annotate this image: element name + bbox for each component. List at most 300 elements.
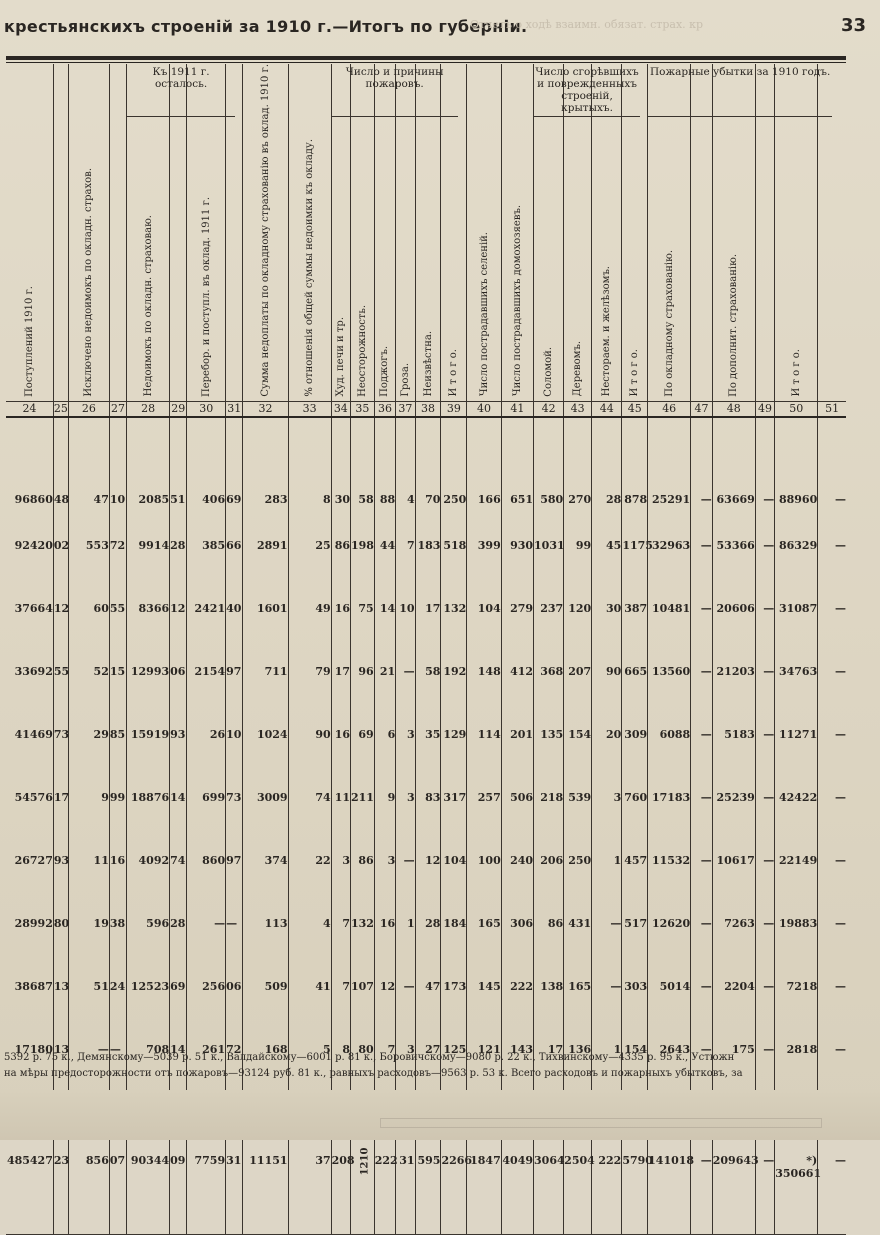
table-cell: 218 <box>534 766 564 829</box>
table-cell: — <box>818 892 846 955</box>
table-cell: 32963 <box>648 514 691 577</box>
table-row <box>6 955 846 1018</box>
table-cell: 5790 <box>622 1144 648 1235</box>
table-cell: 06 <box>170 640 187 703</box>
table-cell: 580 <box>534 417 564 514</box>
page-header <box>0 0 880 50</box>
column-number: 45 <box>622 401 648 417</box>
column-number: 34 <box>331 401 350 417</box>
table-cell: 6 <box>374 703 396 766</box>
column-label: По дополнит. страхованію. <box>728 253 740 397</box>
table-cell: 83 <box>415 766 441 829</box>
table-cell: 22149 <box>775 829 818 892</box>
table-cell: 457 <box>622 829 648 892</box>
table-cell: 12 <box>170 577 187 640</box>
table-cell: 7263 <box>712 892 755 955</box>
table-cell: 14 <box>170 766 187 829</box>
table-cell: *) 350661 <box>775 1144 818 1235</box>
table-cell: 261 <box>187 1018 226 1081</box>
column-header <box>592 64 622 401</box>
table-cell: — <box>818 766 846 829</box>
table-cell: 31 <box>396 1144 415 1235</box>
column-header <box>691 64 713 401</box>
table-cell: — <box>818 829 846 892</box>
table-cell: 22 <box>288 829 331 892</box>
column-number: 48 <box>712 401 755 417</box>
column-label: Неосторожность. <box>356 304 368 397</box>
column-number: 46 <box>648 401 691 417</box>
column-header <box>622 64 648 401</box>
table-cell: 63669 <box>712 417 755 514</box>
table-cell: 19883 <box>775 892 818 955</box>
table-cell: 72 <box>226 1018 243 1081</box>
table-cell: — <box>691 955 713 1018</box>
table-cell: 2504 <box>564 1144 592 1235</box>
column-number: 32 <box>243 401 288 417</box>
table-cell: 26 <box>187 703 226 766</box>
column-header <box>755 64 774 401</box>
table-cell: 708 <box>127 1018 170 1081</box>
table-cell: 54576 <box>14 790 53 804</box>
table-cell: 201 <box>501 703 533 766</box>
table-cell: 30 <box>592 577 622 640</box>
table-cell: — <box>226 892 243 955</box>
table-cell: 38687 <box>14 979 53 993</box>
table-cell: 1601 <box>243 577 288 640</box>
table-cell: 13 <box>53 1018 68 1081</box>
column-label: Недоимокъ по окладн. страховаю. <box>142 215 154 397</box>
table-cell: 47 <box>415 955 441 1018</box>
column-number: 51 <box>818 401 846 417</box>
table-cell: 129 <box>441 703 467 766</box>
table-cell: 2421 <box>187 577 226 640</box>
column-label: % отношенія общей суммы недоимки къ окладу. <box>304 138 316 397</box>
column-number: 36 <box>374 401 396 417</box>
column-header <box>415 64 441 401</box>
table-cell: 10617 <box>712 829 755 892</box>
table-cell: 7218 <box>775 955 818 1018</box>
table-cell: 14 <box>170 1018 187 1081</box>
table-cell: 97 <box>226 829 243 892</box>
column-number: 50 <box>775 401 818 417</box>
table-cell: 303 <box>622 955 648 1018</box>
column-header <box>243 64 288 401</box>
table-cell: 385 <box>187 514 226 577</box>
total-row <box>6 1144 846 1235</box>
table-cell: 2266 <box>441 1144 467 1235</box>
table-cell: 6088 <box>648 703 691 766</box>
table-cell: 14 <box>374 577 396 640</box>
table-cell: — <box>691 417 713 514</box>
table-cell: 06 <box>226 955 243 1018</box>
table-cell: 21 <box>374 640 396 703</box>
table-cell: 88960 <box>775 417 818 514</box>
table-cell: 3 <box>331 829 350 892</box>
table-cell: 104 <box>467 577 501 640</box>
table-cell: 250 <box>441 417 467 514</box>
table-cell: 132 <box>441 577 467 640</box>
table-cell: 374 <box>243 829 288 892</box>
table-cell: 30 <box>331 417 350 514</box>
rotated-value: 1210 <box>359 1147 371 1176</box>
table-cell: — <box>818 703 846 766</box>
table-cell: 48 <box>53 417 68 514</box>
table-cell: 518 <box>441 514 467 577</box>
column-number: 29 <box>171 402 186 416</box>
table-cell: — <box>755 766 774 829</box>
table-cell: 135 <box>534 703 564 766</box>
column-header <box>441 64 467 401</box>
table-cell: 595 <box>415 1144 441 1235</box>
table-cell: 132 <box>351 892 375 955</box>
column-number-row <box>6 401 846 417</box>
table-cell: 250 <box>564 829 592 892</box>
table-cell: 96 <box>351 640 375 703</box>
column-header <box>501 64 533 401</box>
table-cell: 80 <box>53 892 68 955</box>
table-cell: — <box>691 829 713 892</box>
table-cell: 711 <box>243 640 288 703</box>
table-cell: — <box>818 640 846 703</box>
table-cell: 52 <box>68 640 109 703</box>
table-row <box>6 829 846 892</box>
table-cell: — <box>691 577 713 640</box>
table-cell: 51 <box>170 417 187 514</box>
table-cell: — <box>818 1018 846 1081</box>
table-cell: 125 <box>441 1018 467 1081</box>
table-cell: 406 <box>187 417 226 514</box>
column-number: 33 <box>288 401 331 417</box>
table-cell: 90 <box>592 640 622 703</box>
table-cell: 24 <box>109 955 126 1018</box>
table-cell: 12 <box>415 829 441 892</box>
table-cell: 9 <box>374 766 396 829</box>
column-header <box>467 64 501 401</box>
table-cell: — <box>592 892 622 955</box>
table-cell: — <box>755 1144 774 1235</box>
table-cell: 17 <box>331 640 350 703</box>
table-cell: 49 <box>288 577 331 640</box>
page-number: 33 <box>840 15 866 36</box>
table-cell: 431 <box>564 892 592 955</box>
table-cell: 1 <box>592 1018 622 1081</box>
column-group-label: Число сгорѣвшихъ и поврежденныхъ строеній, крытыхъ. <box>535 66 639 114</box>
column-number: 47 <box>691 401 713 417</box>
table-cell: 29 <box>68 703 109 766</box>
table-cell: 3 <box>592 766 622 829</box>
table-cell: 17 <box>534 1018 564 1081</box>
scan-strip <box>380 1118 822 1128</box>
column-label: Неизвѣстна. <box>422 331 434 397</box>
table-cell: 74 <box>170 829 187 892</box>
table-cell: 97 <box>226 640 243 703</box>
table-cell: 99 <box>109 766 126 829</box>
table-cell: 856 <box>68 1144 109 1235</box>
column-header <box>170 64 187 401</box>
table-cell: 8366 <box>127 577 170 640</box>
table-cell: 69 <box>226 417 243 514</box>
column-header <box>68 64 109 401</box>
table-cell: — <box>755 892 774 955</box>
column-label: Исключено недоимокъ по окладн. страхов. <box>83 167 95 397</box>
table-cell: — <box>691 1018 713 1081</box>
table-cell: 80 <box>351 1018 375 1081</box>
table-cell: 183 <box>415 514 441 577</box>
table-cell: — <box>755 955 774 1018</box>
table-cell: 1175 <box>622 514 648 577</box>
table-cell: 651 <box>501 417 533 514</box>
table-cell: 154 <box>564 703 592 766</box>
table-cell: 55 <box>109 577 126 640</box>
table-cell: — <box>396 829 415 892</box>
column-group-label: Къ 1911 г. осталось. <box>152 66 210 90</box>
table-cell: 209643 <box>712 1144 755 1235</box>
table-cell: 69 <box>170 955 187 1018</box>
table-cell: 35 <box>415 703 441 766</box>
table-cell: 166 <box>467 417 501 514</box>
table-cell: 930 <box>501 514 533 577</box>
top-rule-thick <box>6 56 846 60</box>
table-cell: 45 <box>592 514 622 577</box>
table-cell: 138 <box>534 955 564 1018</box>
table-cell: 33692 <box>14 664 53 678</box>
table-cell: 12 <box>374 955 396 1018</box>
column-number: 49 <box>755 401 774 417</box>
table-cell: — <box>396 955 415 1018</box>
table-cell: 10 <box>396 577 415 640</box>
table-cell: — <box>755 703 774 766</box>
column-header <box>109 64 126 401</box>
table-cell: 93 <box>53 829 68 892</box>
table-cell: 18876 <box>127 766 170 829</box>
table-cell: 2085 <box>127 417 170 514</box>
column-group-label: Пожарные убытки за 1910 годъ. <box>650 66 831 78</box>
table-cell: — <box>691 640 713 703</box>
table-cell: 509 <box>243 955 288 1018</box>
column-header <box>6 64 53 401</box>
table-cell: 31087 <box>775 577 818 640</box>
table-cell: 120 <box>564 577 592 640</box>
table-cell: 02 <box>53 514 68 577</box>
table-cell: 41 <box>288 955 331 1018</box>
table-cell: 208 <box>331 1144 350 1235</box>
table-cell: 10 <box>109 417 126 514</box>
table-cell: 90344 <box>127 1144 170 1235</box>
table-cell: 20606 <box>712 577 755 640</box>
table-cell: 240 <box>501 829 533 892</box>
table-cell: 13 <box>53 955 68 1018</box>
table-row <box>6 766 846 829</box>
table-cell: 16 <box>109 829 126 892</box>
column-number: 44 <box>592 401 622 417</box>
table-row <box>6 703 846 766</box>
table-cell: 7 <box>396 514 415 577</box>
table-cell: — <box>818 1144 846 1235</box>
table-cell: 25 <box>288 514 331 577</box>
table-cell: 12620 <box>648 892 691 955</box>
table-cell: 17 <box>53 766 68 829</box>
table-cell: 55 <box>53 640 68 703</box>
table-cell: 19 <box>68 892 109 955</box>
table-cell: 7 <box>331 955 350 1018</box>
table-cell: 5 <box>288 1018 331 1081</box>
table-cell: 25239 <box>712 766 755 829</box>
table-cell: 121 <box>467 1018 501 1081</box>
table-cell: 70 <box>415 417 441 514</box>
table-cell: 53366 <box>712 514 755 577</box>
table-cell: — <box>755 577 774 640</box>
table-cell: 4 <box>396 417 415 514</box>
column-number: 37 <box>396 401 415 417</box>
table-cell: 28 <box>170 514 187 577</box>
table-cell: — <box>691 766 713 829</box>
table-cell: 3009 <box>243 766 288 829</box>
table-cell: 15 <box>109 640 126 703</box>
table-cell: 11 <box>331 766 350 829</box>
column-group-label: Число и причины пожаровъ. <box>345 66 444 90</box>
top-rule-thin <box>6 62 846 63</box>
table-cell: 2818 <box>775 1018 818 1081</box>
table-cell: 3 <box>374 829 396 892</box>
column-label: Сумма недоплаты по окладному страхованію въ оклад. 1910 г. <box>259 64 271 397</box>
table-cell: 27 <box>415 1018 441 1081</box>
column-header <box>396 64 415 401</box>
table-cell: 104 <box>441 829 467 892</box>
table-cell: 368 <box>534 640 564 703</box>
table-cell: 09 <box>170 1144 187 1235</box>
table-cell: 5183 <box>712 703 755 766</box>
table-cell: 141018 <box>648 1144 691 1235</box>
table-cell: 41469 <box>14 727 53 741</box>
table-cell: 37664 <box>14 601 53 615</box>
table-cell: 1 <box>592 829 622 892</box>
page-title: крестьянскихъ строеній за 1910 г.—Итогъ по губерніи. <box>4 17 528 36</box>
table-cell: 136 <box>564 1018 592 1081</box>
table-cell: 47 <box>68 417 109 514</box>
table-cell: 1024 <box>243 703 288 766</box>
table-cell: — <box>755 1018 774 1081</box>
table-cell: 192 <box>441 640 467 703</box>
table-cell: — <box>691 514 713 577</box>
table-cell: 28 <box>592 417 622 514</box>
column-label: Перебор. и поступл. въ оклад. 1911 г. <box>200 196 212 397</box>
bleed-through-text: Отчетъ о ходѣ взаимн. обязат. страх. кр <box>470 18 704 31</box>
table-cell: 86 <box>351 829 375 892</box>
table-cell: — <box>187 892 226 955</box>
table-cell: 12 <box>53 577 68 640</box>
table-cell: — <box>691 892 713 955</box>
table-cell: 21203 <box>712 640 755 703</box>
table-cell: 154 <box>622 1018 648 1081</box>
column-label: Поджогъ. <box>379 345 391 397</box>
table-cell: 3 <box>396 766 415 829</box>
table-cell: 16 <box>374 892 396 955</box>
table-cell: 8 <box>288 417 331 514</box>
table-cell: 88 <box>374 417 396 514</box>
table-cell: 8 <box>331 1018 350 1081</box>
table-cell: 17180 <box>14 1042 53 1056</box>
footnote-line-1: 5392 р. 75 к., Демянскому—5039 р. 51 к., Валдайскому—6001 р. 81 к., Боровичскому—9080 р. 22 к., Тихвинскому—4335 р. 95 к., Устюжн <box>4 1052 735 1063</box>
column-label: И т о г о. <box>790 349 802 397</box>
column-number: 40 <box>467 401 501 417</box>
table-cell: 399 <box>467 514 501 577</box>
column-number: 41 <box>501 401 533 417</box>
table-cell: 279 <box>501 577 533 640</box>
table-cell: 86 <box>534 892 564 955</box>
column-header <box>288 64 331 401</box>
table-cell: 16 <box>331 703 350 766</box>
column-label: Деревомъ. <box>572 341 584 397</box>
table-cell: 11271 <box>775 703 818 766</box>
table-cell: 100 <box>467 829 501 892</box>
column-header <box>775 64 818 401</box>
table-cell: 93 <box>170 703 187 766</box>
table-cell: — <box>818 514 846 577</box>
table-cell: — <box>68 1018 109 1081</box>
table-cell: 596 <box>127 892 170 955</box>
table-cell: — <box>396 640 415 703</box>
column-number: 31 <box>227 402 242 416</box>
footnote-line-2: на мѣры предосторожности отъ пожаровъ—93124 руб. 81 к., равныхъ расходовъ—9563 р. 53 к. Всего расходовъ и пожарныхъ убытковъ, за <box>4 1068 743 1079</box>
table-cell: 07 <box>109 1144 126 1235</box>
table-cell: 860 <box>187 829 226 892</box>
page-bottom-margin <box>0 1090 880 1140</box>
table-cell: 2204 <box>712 955 755 1018</box>
table-cell: 40 <box>226 577 243 640</box>
table-cell: 165 <box>467 892 501 955</box>
table-cell: 1 <box>396 892 415 955</box>
table-cell: 222 <box>501 955 533 1018</box>
table-cell: 72 <box>109 514 126 577</box>
column-header <box>374 64 396 401</box>
column-header <box>187 64 226 401</box>
table-cell: 58 <box>351 417 375 514</box>
table-cell: 11 <box>68 829 109 892</box>
table-cell: 13560 <box>648 640 691 703</box>
table-cell: 173 <box>441 955 467 1018</box>
table-cell: 85 <box>109 703 126 766</box>
table-cell: 75 <box>351 577 375 640</box>
table-cell: 92420 <box>14 538 53 552</box>
table-cell: 256 <box>187 955 226 1018</box>
table-row <box>6 640 846 703</box>
table-cell: 699 <box>187 766 226 829</box>
table-cell: 11151 <box>243 1144 288 1235</box>
table-cell: 9914 <box>127 514 170 577</box>
table-cell: 387 <box>622 577 648 640</box>
table-cell: 175 <box>712 1018 755 1081</box>
table-cell: 4049 <box>501 1144 533 1235</box>
table-cell: 60 <box>68 577 109 640</box>
table-cell: 198 <box>351 514 375 577</box>
column-label: И т о г о. <box>448 349 460 397</box>
table-cell: 878 <box>622 417 648 514</box>
table-cell: 237 <box>534 577 564 640</box>
table-cell: 38 <box>109 892 126 955</box>
table-cell: 86 <box>331 514 350 577</box>
table-cell: 5014 <box>648 955 691 1018</box>
table-cell: 28 <box>170 892 187 955</box>
table-cell: — <box>818 577 846 640</box>
table-cell: 34763 <box>775 640 818 703</box>
table-cell: 66 <box>226 514 243 577</box>
table-cell: 3 <box>396 1018 415 1081</box>
table-cell: 517 <box>622 892 648 955</box>
table-cell: 114 <box>467 703 501 766</box>
table-cell: 222 <box>374 1144 396 1235</box>
table-cell: 20 <box>592 703 622 766</box>
table-cell: 2154 <box>187 640 226 703</box>
